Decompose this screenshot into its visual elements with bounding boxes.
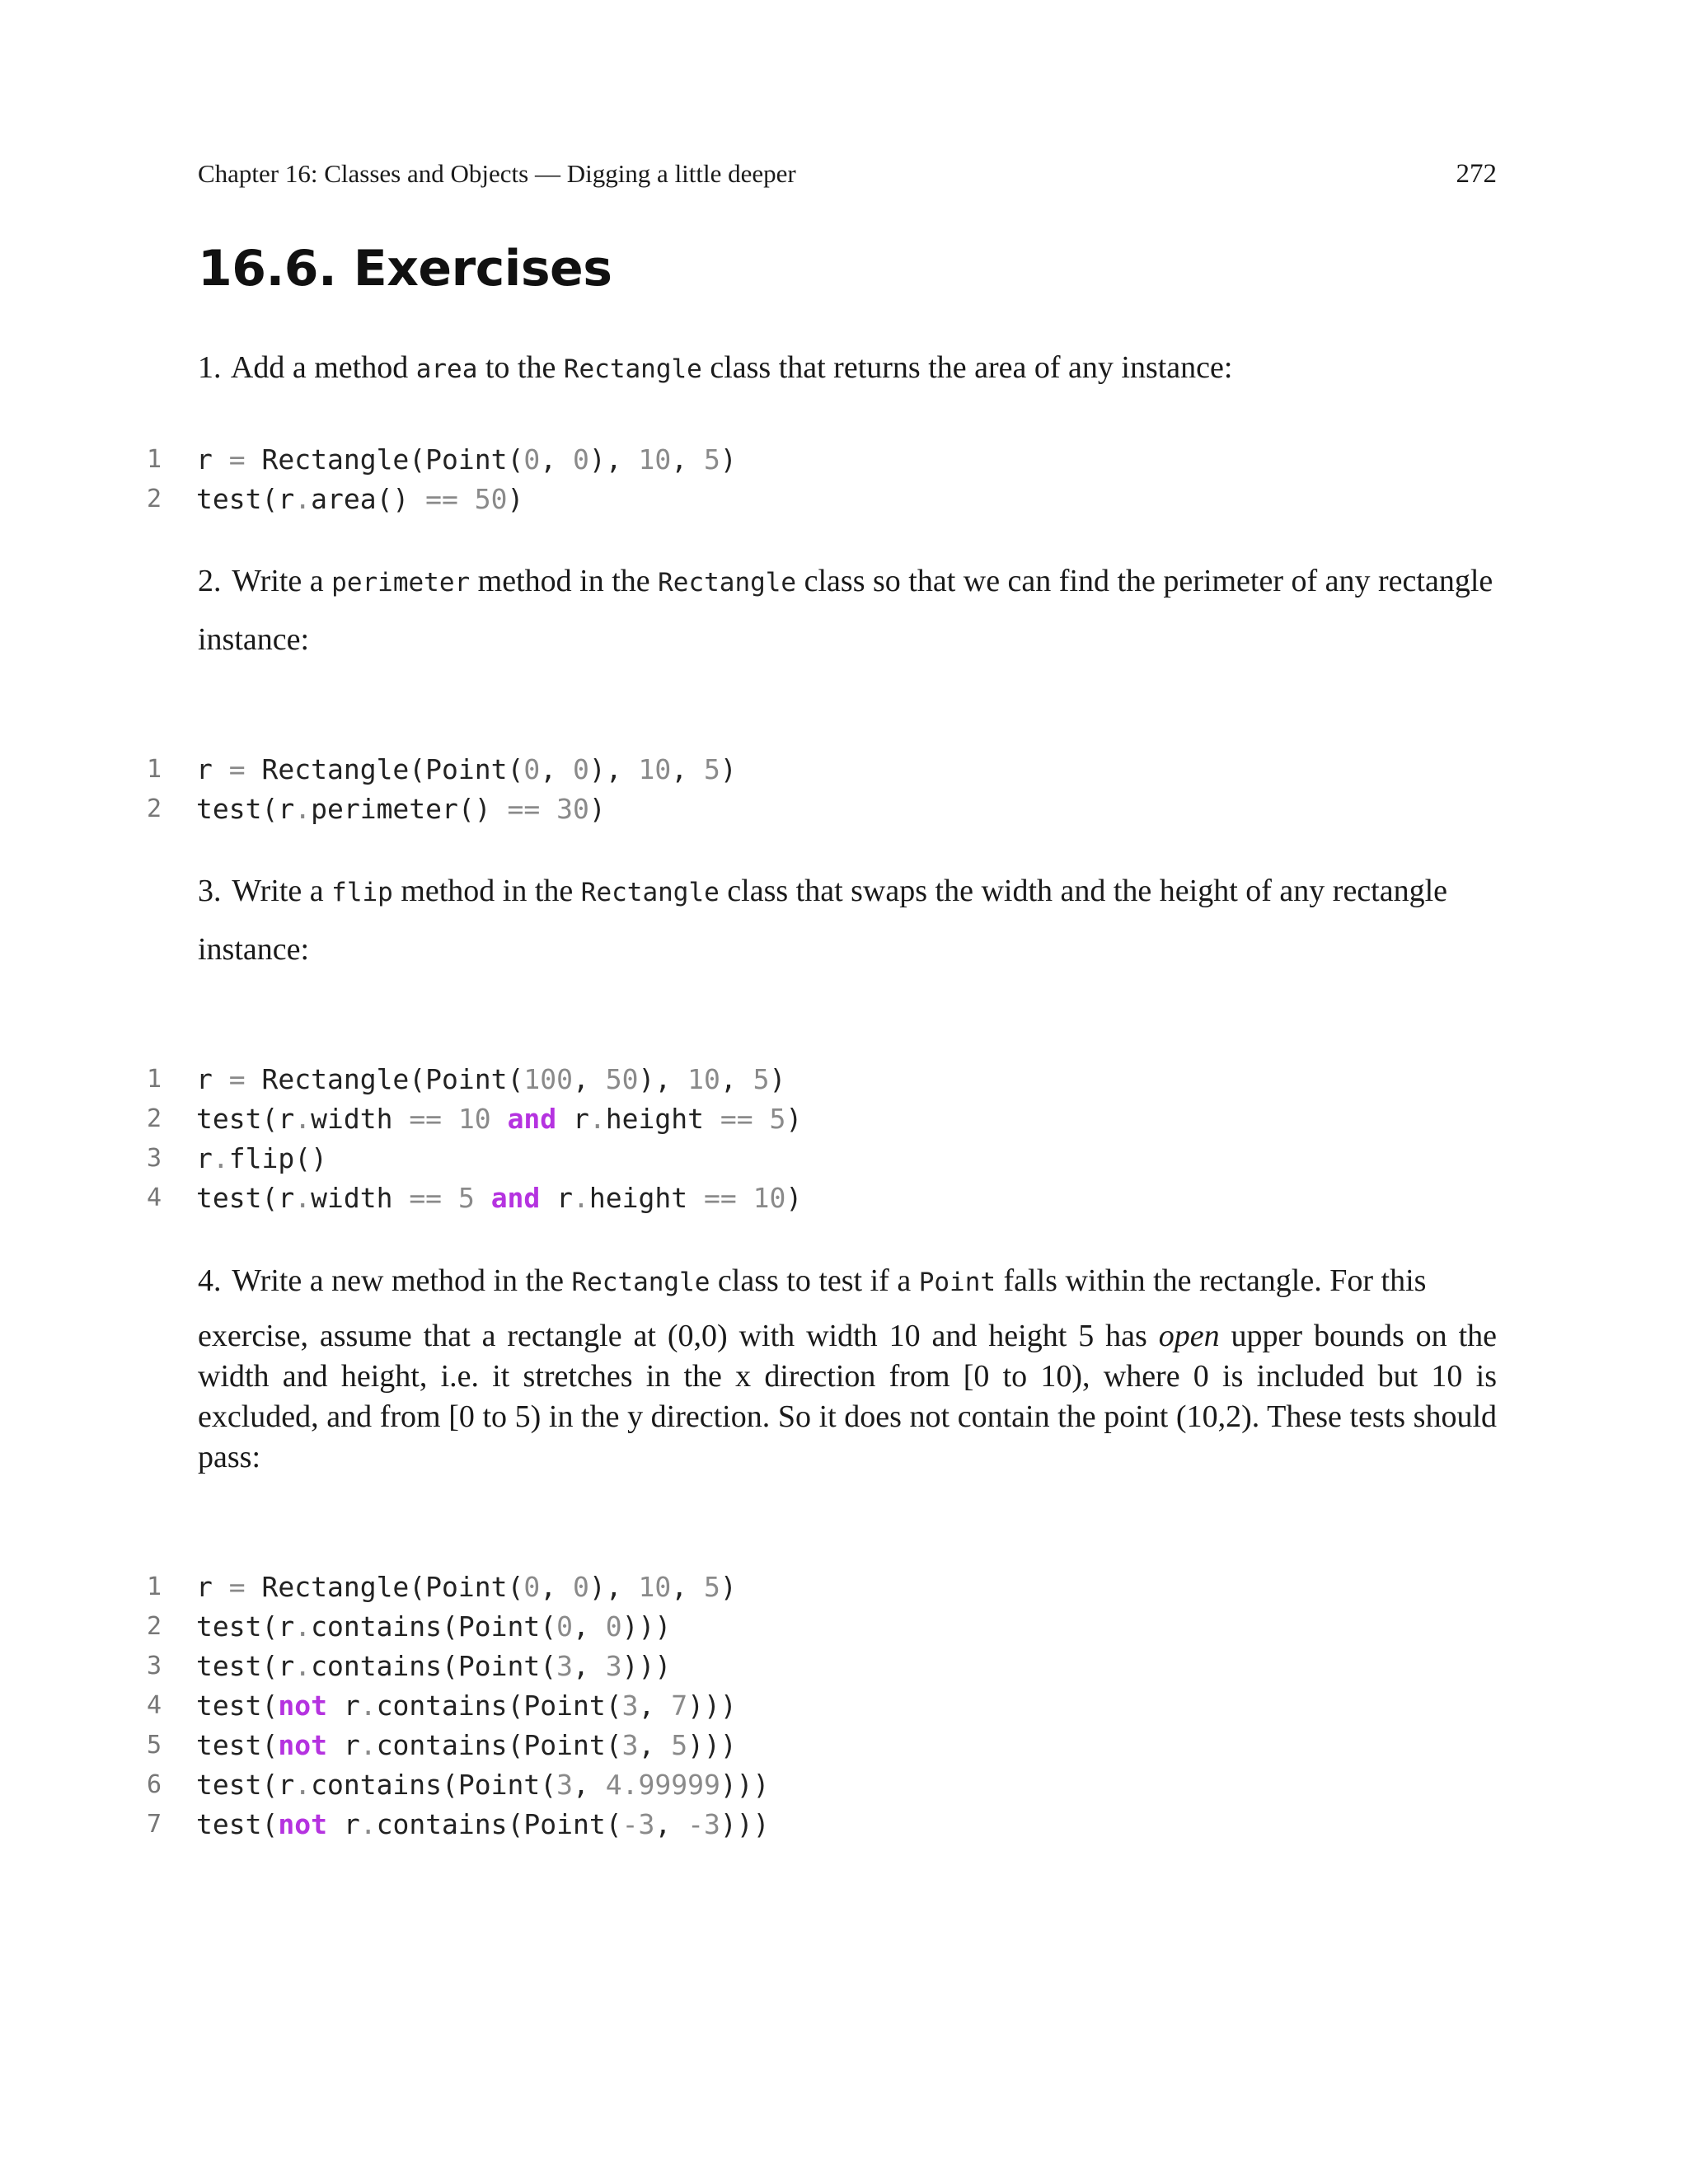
code-token: 4.99999	[605, 1769, 720, 1801]
code-token: =	[228, 443, 246, 476]
code-token: area()	[311, 483, 426, 515]
code-token: )	[785, 1103, 803, 1135]
line-number: 4	[146, 1183, 162, 1212]
text-run: exercise, assume that a rectangle at (0,0) with width 10 and height 5 has	[198, 1319, 1159, 1353]
code-token: contains(Point(	[311, 1610, 557, 1643]
code-token: .	[588, 1103, 606, 1135]
text-run: Write a	[224, 564, 332, 598]
code-token: 5	[457, 1182, 475, 1214]
code-token: .	[212, 1142, 229, 1174]
code-token: ,	[671, 1571, 704, 1603]
code-token: contains(Point(	[376, 1808, 622, 1840]
exercise-number: 2.	[198, 564, 222, 598]
text-run: Add a method	[224, 350, 416, 385]
code-token: ==	[507, 793, 541, 825]
running-title: Chapter 16: Classes and Objects — Digging a little deeper	[198, 159, 796, 188]
code-token: ,	[540, 753, 574, 785]
code-token: )	[720, 1571, 737, 1603]
code-token: 0	[523, 753, 541, 785]
code-token: 10	[457, 1103, 491, 1135]
code-token	[737, 1182, 753, 1214]
code-text	[196, 790, 606, 829]
code-token: ,	[572, 1650, 606, 1682]
code-token: test(r	[196, 1769, 295, 1801]
line-number: 1	[146, 1065, 162, 1094]
code-token: )	[785, 1182, 803, 1214]
code-token: height	[588, 1182, 704, 1214]
code-token: 0	[523, 1571, 541, 1603]
inline-code: area	[415, 354, 478, 384]
code-token: height	[605, 1103, 720, 1135]
code-token: r	[556, 1103, 589, 1135]
code-token: ,	[638, 1729, 672, 1761]
inline-code: Rectangle	[563, 354, 702, 384]
code-text	[196, 1607, 671, 1647]
inline-code: perimeter	[331, 568, 471, 598]
code-text	[196, 1686, 737, 1726]
code-token: contains(Point(	[376, 1690, 622, 1722]
code-token: Rectangle(Point(	[245, 753, 524, 785]
code-token: ,	[638, 1690, 672, 1722]
code-token: )	[507, 483, 524, 515]
code-token: ,	[572, 1769, 606, 1801]
code-token: 7	[671, 1690, 688, 1722]
line-number: 1	[146, 755, 162, 784]
code-token: ),	[638, 1063, 688, 1095]
code-token: ),	[588, 443, 639, 476]
code-token: 10	[638, 443, 672, 476]
code-token: test(r	[196, 1650, 295, 1682]
inline-code: flip	[331, 878, 393, 907]
code-token: not	[278, 1808, 327, 1840]
code-token: test(r	[196, 1103, 295, 1135]
code-text	[196, 440, 737, 480]
code-token: r	[326, 1808, 360, 1840]
text-run: Write a	[224, 874, 332, 908]
code-token: contains(Point(	[311, 1769, 557, 1801]
code-token: r	[326, 1690, 360, 1722]
text-run: upper bounds on the width and height, i.e. it stretches in the x direction from [0 to 10), where 0 is included but 10 is excluded, and from [0 to 5) in the y direction. So it does not contain the point (10,2). These tests should pass:	[198, 1319, 1498, 1474]
code-token: 0	[573, 753, 589, 785]
text-run: falls within the rectangle. For this	[996, 1263, 1427, 1298]
code-text	[196, 1179, 802, 1218]
emphasis: open	[1158, 1319, 1220, 1353]
code-token: 10	[638, 753, 672, 785]
code-token: .	[359, 1729, 377, 1761]
code-token: r	[540, 1182, 574, 1214]
code-token: )))	[621, 1610, 672, 1643]
code-token: contains(Point(	[376, 1729, 622, 1761]
code-token: test(r	[196, 793, 295, 825]
inline-code: Rectangle	[580, 878, 720, 907]
code-token: ),	[588, 753, 639, 785]
exercise-4-text	[198, 1253, 1497, 1311]
code-token: r	[196, 753, 229, 785]
code-text	[196, 750, 737, 790]
code-token: ,	[720, 1063, 753, 1095]
code-token: 10	[638, 1571, 672, 1603]
code-token: r	[196, 1063, 229, 1095]
code-token: 5	[704, 753, 720, 785]
code-text	[196, 1568, 737, 1607]
exercise-number: 1.	[198, 350, 222, 385]
code-token: 3	[556, 1769, 573, 1801]
code-token: -3	[621, 1808, 655, 1840]
code-token: .	[294, 1103, 312, 1135]
text-run: Write a new method in the	[224, 1263, 572, 1298]
code-token: width	[311, 1182, 410, 1214]
code-token: 0	[523, 443, 541, 476]
text-run: class to test if a	[710, 1263, 919, 1298]
text-run: to the	[477, 350, 564, 385]
code-token: Rectangle(Point(	[245, 443, 524, 476]
line-number: 3	[146, 1652, 162, 1680]
code-token: 5	[769, 1103, 786, 1135]
code-token: 5	[704, 443, 720, 476]
code-token: 3	[605, 1650, 622, 1682]
code-token: ==	[425, 483, 458, 515]
code-token: .	[294, 1610, 312, 1643]
line-number: 7	[146, 1810, 162, 1839]
code-token: 0	[556, 1610, 573, 1643]
code-token: =	[228, 753, 246, 785]
code-text	[196, 480, 523, 519]
text-run: method in the	[392, 874, 581, 908]
code-token: 5	[753, 1063, 770, 1095]
text-run: class that returns the area of any instance:	[701, 350, 1233, 385]
code-token: not	[278, 1729, 327, 1761]
code-text	[196, 1099, 802, 1139]
code-token: 30	[556, 793, 589, 825]
code-token: .	[294, 793, 312, 825]
code-token: )))	[720, 1769, 770, 1801]
code-token: .	[294, 1182, 312, 1214]
code-token: 10	[753, 1182, 786, 1214]
code-token: test(	[196, 1690, 279, 1722]
code-text	[196, 1139, 327, 1179]
code-token: )))	[687, 1729, 737, 1761]
code-text	[196, 1647, 671, 1686]
code-token: ,	[540, 1571, 574, 1603]
inline-code: Rectangle	[658, 568, 797, 598]
line-number: 1	[146, 1572, 162, 1601]
code-token: 3	[621, 1729, 639, 1761]
code-token: 0	[605, 1610, 622, 1643]
code-token: .	[294, 483, 312, 515]
exercise-1-text	[198, 340, 1497, 398]
line-number: 5	[146, 1731, 162, 1760]
page-header	[198, 155, 1497, 193]
section-title: 16.6. Exercises	[198, 240, 612, 298]
code-token	[442, 1182, 458, 1214]
code-token: 3	[556, 1650, 573, 1682]
code-token	[442, 1103, 458, 1135]
code-token: .	[359, 1690, 377, 1722]
line-number: 4	[146, 1691, 162, 1720]
code-token: 0	[573, 443, 589, 476]
code-token: test(	[196, 1729, 279, 1761]
code-token: contains(Point(	[311, 1650, 557, 1682]
code-token: 5	[704, 1571, 720, 1603]
code-token: flip()	[228, 1142, 327, 1174]
code-token: ,	[671, 753, 704, 785]
code-token: width	[311, 1103, 410, 1135]
code-token: r	[196, 443, 229, 476]
code-token: .	[573, 1182, 589, 1214]
code-token: 3	[621, 1690, 639, 1722]
code-token: 10	[687, 1063, 720, 1095]
page-number: 272	[1456, 159, 1497, 189]
code-token: ,	[654, 1808, 688, 1840]
code-token: test(	[196, 1808, 279, 1840]
code-token: )))	[720, 1808, 770, 1840]
line-number: 2	[146, 1104, 162, 1133]
code-token: .	[294, 1650, 312, 1682]
code-token: ,	[573, 1063, 606, 1095]
code-token: ),	[588, 1571, 639, 1603]
code-token: ==	[704, 1182, 737, 1214]
code-token: .	[359, 1808, 377, 1840]
line-number: 2	[146, 1612, 162, 1641]
code-token: test(r	[196, 1182, 295, 1214]
inline-code: Rectangle	[571, 1268, 710, 1297]
inline-code: Point	[918, 1268, 996, 1297]
code-token: )	[769, 1063, 786, 1095]
code-token: ,	[540, 443, 574, 476]
code-token: 50	[474, 483, 508, 515]
text-run: class that swaps the width and the height of any rectangle instance:	[198, 874, 1448, 967]
code-token: 0	[573, 1571, 589, 1603]
code-token: )))	[687, 1690, 737, 1722]
code-token: ,	[572, 1610, 606, 1643]
text-run: method in the	[470, 564, 659, 598]
code-token: r	[196, 1571, 229, 1603]
code-token: )))	[621, 1650, 672, 1682]
code-token: ==	[720, 1103, 753, 1135]
code-token: r	[196, 1142, 213, 1174]
code-text	[196, 1060, 785, 1099]
text-run: class so that we can find the perimeter of any rectangle instance:	[198, 564, 1493, 657]
code-token: )	[720, 443, 737, 476]
exercise-3-text	[198, 863, 1497, 978]
code-token: Rectangle(Point(	[245, 1063, 524, 1095]
code-text	[196, 1805, 769, 1844]
code-token: test(r	[196, 483, 295, 515]
code-token: =	[228, 1571, 246, 1603]
code-token: ==	[409, 1182, 443, 1214]
code-text	[196, 1726, 737, 1765]
code-token	[475, 1182, 491, 1214]
code-token: Rectangle(Point(	[245, 1571, 524, 1603]
line-number: 1	[146, 445, 162, 474]
code-token: )	[720, 753, 737, 785]
code-token: 100	[523, 1063, 573, 1095]
code-token	[753, 1103, 770, 1135]
code-token: r	[326, 1729, 360, 1761]
exercise-number: 4.	[198, 1263, 222, 1298]
code-token: not	[278, 1690, 327, 1722]
code-token	[491, 1103, 508, 1135]
line-number: 3	[146, 1144, 162, 1173]
code-token: perimeter()	[311, 793, 508, 825]
exercise-4-details	[198, 1316, 1497, 1478]
line-number: 2	[146, 485, 162, 513]
exercise-number: 3.	[198, 874, 222, 908]
code-token: and	[507, 1103, 557, 1135]
code-text	[196, 1765, 769, 1805]
code-token: 5	[671, 1729, 688, 1761]
code-token: test(r	[196, 1610, 295, 1643]
code-token	[540, 793, 556, 825]
code-token: ==	[409, 1103, 443, 1135]
code-token: ,	[671, 443, 704, 476]
line-number: 6	[146, 1770, 162, 1799]
code-token: and	[490, 1182, 541, 1214]
exercise-2-text	[198, 553, 1497, 668]
code-token: -3	[687, 1808, 720, 1840]
code-token: 50	[605, 1063, 639, 1095]
code-token: .	[294, 1769, 312, 1801]
code-token: )	[588, 793, 606, 825]
code-token	[458, 483, 475, 515]
code-token: =	[228, 1063, 246, 1095]
line-number: 2	[146, 794, 162, 823]
